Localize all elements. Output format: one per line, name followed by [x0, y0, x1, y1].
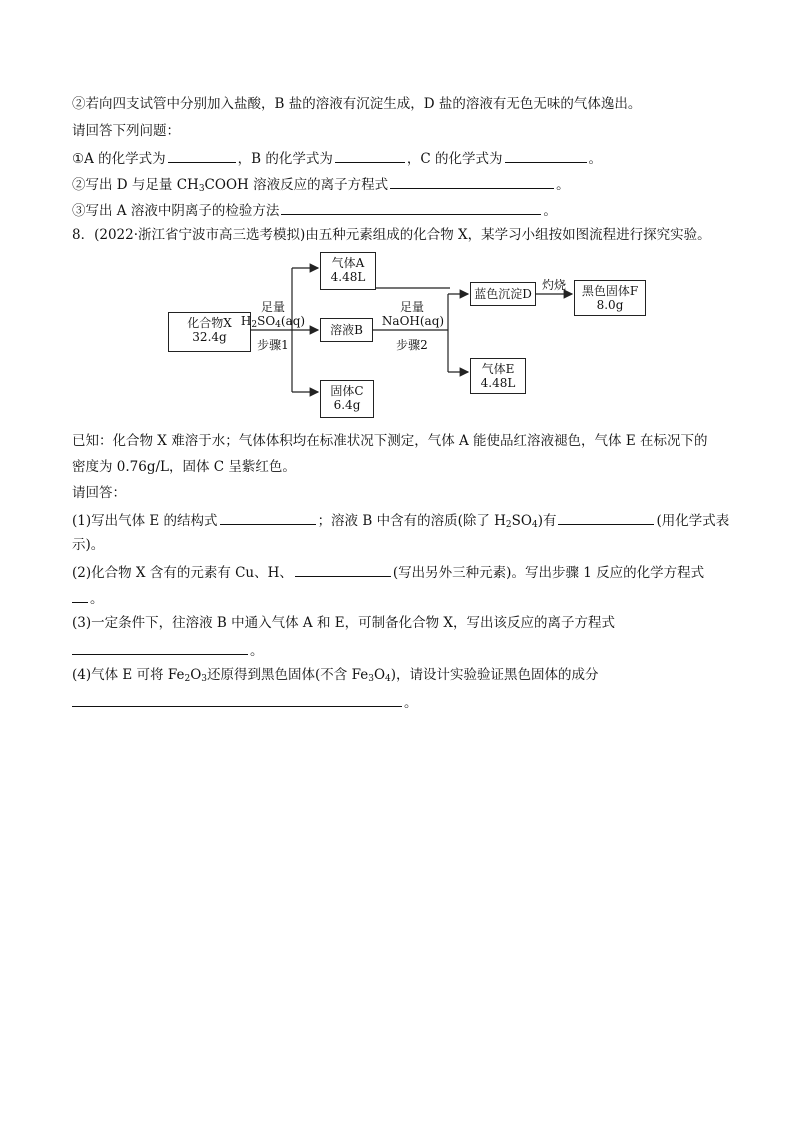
- box-gas-a: 气体A 4.48L: [320, 252, 376, 290]
- question-4-cont: 。: [72, 692, 418, 712]
- question-8-heading: 8．(2022·浙江省宁波市高三选考模拟)由五种元素组成的化合物 X，某学习小组按如图流程进行探究实验。: [72, 227, 711, 243]
- question-1: (1)写出气体 E 的结构式 ；溶液 B 中含有的溶质(除了 $H_2SO_4$)有 (用化学式表: [72, 510, 729, 530]
- answer-blank[interactable]: [72, 692, 402, 707]
- box-gas-e: 气体E 4.48L: [470, 358, 526, 394]
- answer-blank[interactable]: [72, 640, 248, 655]
- text-line: 请回答下列问题：: [72, 123, 180, 139]
- answer-blank[interactable]: [505, 148, 587, 163]
- step-2-label: 步骤2: [396, 338, 428, 352]
- reagent-2-amount: 足量: [399, 300, 424, 314]
- question-a-anion: ③写出 A 溶液中阴离子的检验方法 。: [72, 200, 557, 220]
- answer-blank[interactable]: [558, 510, 654, 525]
- reagent-2: NaOH(aq): [381, 314, 445, 328]
- reagent-1: $H_2SO_4(aq)$: [240, 314, 306, 330]
- ignite-label: 灼烧: [541, 278, 566, 292]
- question-4: (4)气体 E 可将 $Fe_2O_3$还原得到黑色固体(不含 $Fe_3O_4$)，请设计实验验证黑色固体的成分: [72, 667, 599, 684]
- answer-blank[interactable]: [220, 510, 316, 525]
- question-d-ionic: ②写出 D 与足量 $CH_3COOH$ 溶液反应的离子方程式 。: [72, 174, 570, 194]
- question-3: (3)一定条件下，往溶液 B 中通入气体 A 和 E，可制备化合物 X，写出该反应的离子方程式: [72, 615, 616, 631]
- box-black-solid-f: 黑色固体F 8.0g: [574, 280, 646, 316]
- flowchart: [168, 250, 688, 420]
- question-2: (2)化合物 X 含有的元素有 Cu、H、 (写出另外三种元素)。写出步骤 1 反应的化学方程式: [72, 562, 704, 582]
- reagent-1-amount: 足量: [260, 300, 285, 314]
- answer-blank[interactable]: [281, 200, 541, 215]
- question-1-cont: 示)。: [72, 537, 105, 553]
- box-solution-b: 溶液B: [320, 318, 373, 342]
- known-conditions-line: 已知：化合物 X 难溶于水；气体体积均在标准状况下测定，气体 A 能使品红溶液褪色，气体 E 在标况下的: [72, 433, 708, 449]
- text-line: ②若向四支试管中分别加入盐酸，B 盐的溶液有沉淀生成，D 盐的溶液有无色无味的气体逸出。: [72, 96, 642, 112]
- answer-blank[interactable]: [390, 174, 554, 189]
- box-compound-x: 化合物X 32.4g: [168, 312, 251, 352]
- answer-blank[interactable]: [168, 148, 236, 163]
- question-3-cont: 。: [72, 640, 264, 660]
- text-line: 请回答：: [72, 485, 126, 501]
- box-solid-c: 固体C 6.4g: [320, 380, 374, 418]
- question-2-cont: 。: [72, 588, 104, 608]
- known-conditions-line: 密度为 0.76g/L，固体 C 呈紫红色。: [72, 459, 296, 475]
- answer-blank[interactable]: [72, 588, 88, 603]
- answer-blank[interactable]: [295, 562, 391, 577]
- answer-blank[interactable]: [335, 148, 405, 163]
- box-blue-precipitate-d: 蓝色沉淀D: [470, 282, 536, 306]
- step-1-label: 步骤1: [257, 338, 289, 352]
- question-a-formula: ①A 的化学式为 ，B 的化学式为 ，C 的化学式为 。: [72, 148, 602, 168]
